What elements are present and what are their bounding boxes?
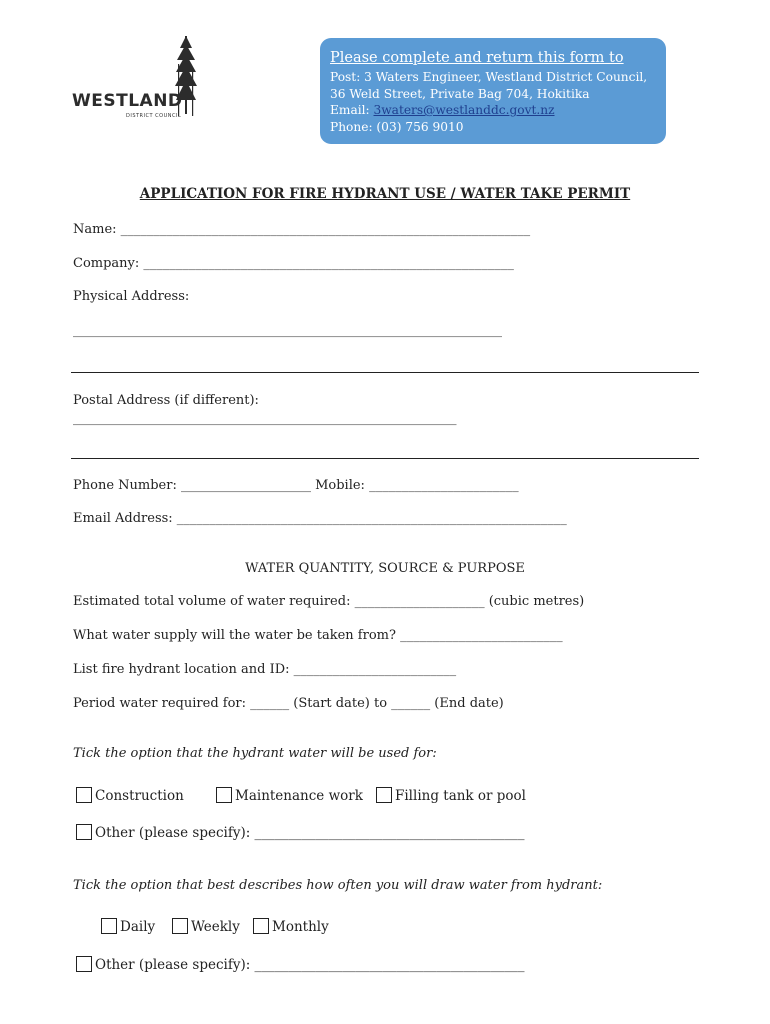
checkbox[interactable] (253, 918, 269, 934)
checkbox[interactable] (76, 824, 92, 840)
frequency-option-label: Weekly (191, 919, 240, 935)
use-option-label: Maintenance work (235, 788, 363, 804)
checkbox[interactable] (76, 956, 92, 972)
post-address-line: Post: 3 Waters Engineer, Westland District Council, (330, 70, 648, 84)
volume-field[interactable]: Estimated total volume of water required: ____________________ (cubic metres) (73, 594, 585, 609)
frequency-prompt: Tick the option that best describes how often you will draw water from hydrant: (73, 878, 603, 893)
water-supply-field[interactable]: What water supply will the water be taken from? _________________________ (73, 628, 563, 643)
use-option-label: Filling tank or pool (395, 788, 526, 804)
checkbox[interactable] (172, 918, 188, 934)
use-prompt: Tick the option that the hydrant water will be used for: (73, 746, 437, 761)
frequency-option-other[interactable] (76, 956, 525, 973)
company-field[interactable]: Company: _________________________________________________________ (73, 256, 514, 271)
frequency-option-weekly[interactable] (172, 918, 240, 935)
checkbox[interactable] (101, 918, 117, 934)
period-field[interactable]: Period water required for: ______ (Start date) to ______ (End date) (73, 696, 504, 711)
postal-address-label: Postal Address (if different): (73, 393, 259, 408)
street-address-line: 36 Weld Street, Private Bag 704, Hokitika (330, 86, 590, 101)
return-instructions-title: Please complete and return this form to (330, 50, 624, 66)
use-other-label: Other (please specify): ________________________________________ (95, 825, 525, 841)
email-label: Email: (330, 103, 374, 117)
email-field[interactable]: Email Address: ____________________________________________________________ (73, 511, 567, 526)
name-field[interactable]: Name: _______________________________________________________________ (73, 222, 531, 237)
use-option-other[interactable] (76, 824, 525, 841)
use-option-filling-tank[interactable] (376, 787, 526, 804)
westland-logo (70, 34, 205, 122)
postal-address-rule[interactable] (71, 458, 699, 459)
frequency-other-label: Other (please specify): ________________________________________ (95, 957, 525, 973)
logo-subtitle: DISTRICT COUNCIL (126, 113, 182, 119)
use-option-construction[interactable] (76, 787, 184, 804)
postal-address-field[interactable]: ___________________________________________________________ (73, 411, 457, 426)
physical-address-field[interactable]: __________________________________________________________________ (73, 323, 502, 338)
use-option-maintenance[interactable] (216, 787, 363, 804)
frequency-option-monthly[interactable] (253, 918, 329, 935)
phone-mobile-field[interactable]: Phone Number: ____________________ Mobile: _______________________ (73, 478, 519, 493)
phone-line: Phone: (03) 756 9010 (330, 119, 464, 134)
frequency-option-label: Monthly (272, 919, 329, 935)
checkbox[interactable] (376, 787, 392, 803)
checkbox[interactable] (76, 787, 92, 803)
hydrant-location-field[interactable]: List fire hydrant location and ID: _________________________ (73, 662, 457, 677)
form-title: APPLICATION FOR FIRE HYDRANT USE / WATER TAKE PERMIT (139, 186, 631, 202)
section-heading: WATER QUANTITY, SOURCE & PURPOSE (245, 561, 525, 576)
email-line (330, 102, 666, 119)
email-link[interactable]: 3waters@westlanddc.govt.nz (373, 103, 555, 117)
checkbox[interactable] (216, 787, 232, 803)
physical-address-rule[interactable] (71, 372, 699, 373)
logo-wordmark: WESTLAND (72, 91, 183, 111)
frequency-option-label: Daily (120, 919, 156, 935)
use-option-label: Construction (95, 788, 184, 804)
frequency-option-daily[interactable] (101, 918, 155, 935)
physical-address-label: Physical Address: (73, 289, 190, 304)
return-instructions-box (320, 38, 666, 144)
